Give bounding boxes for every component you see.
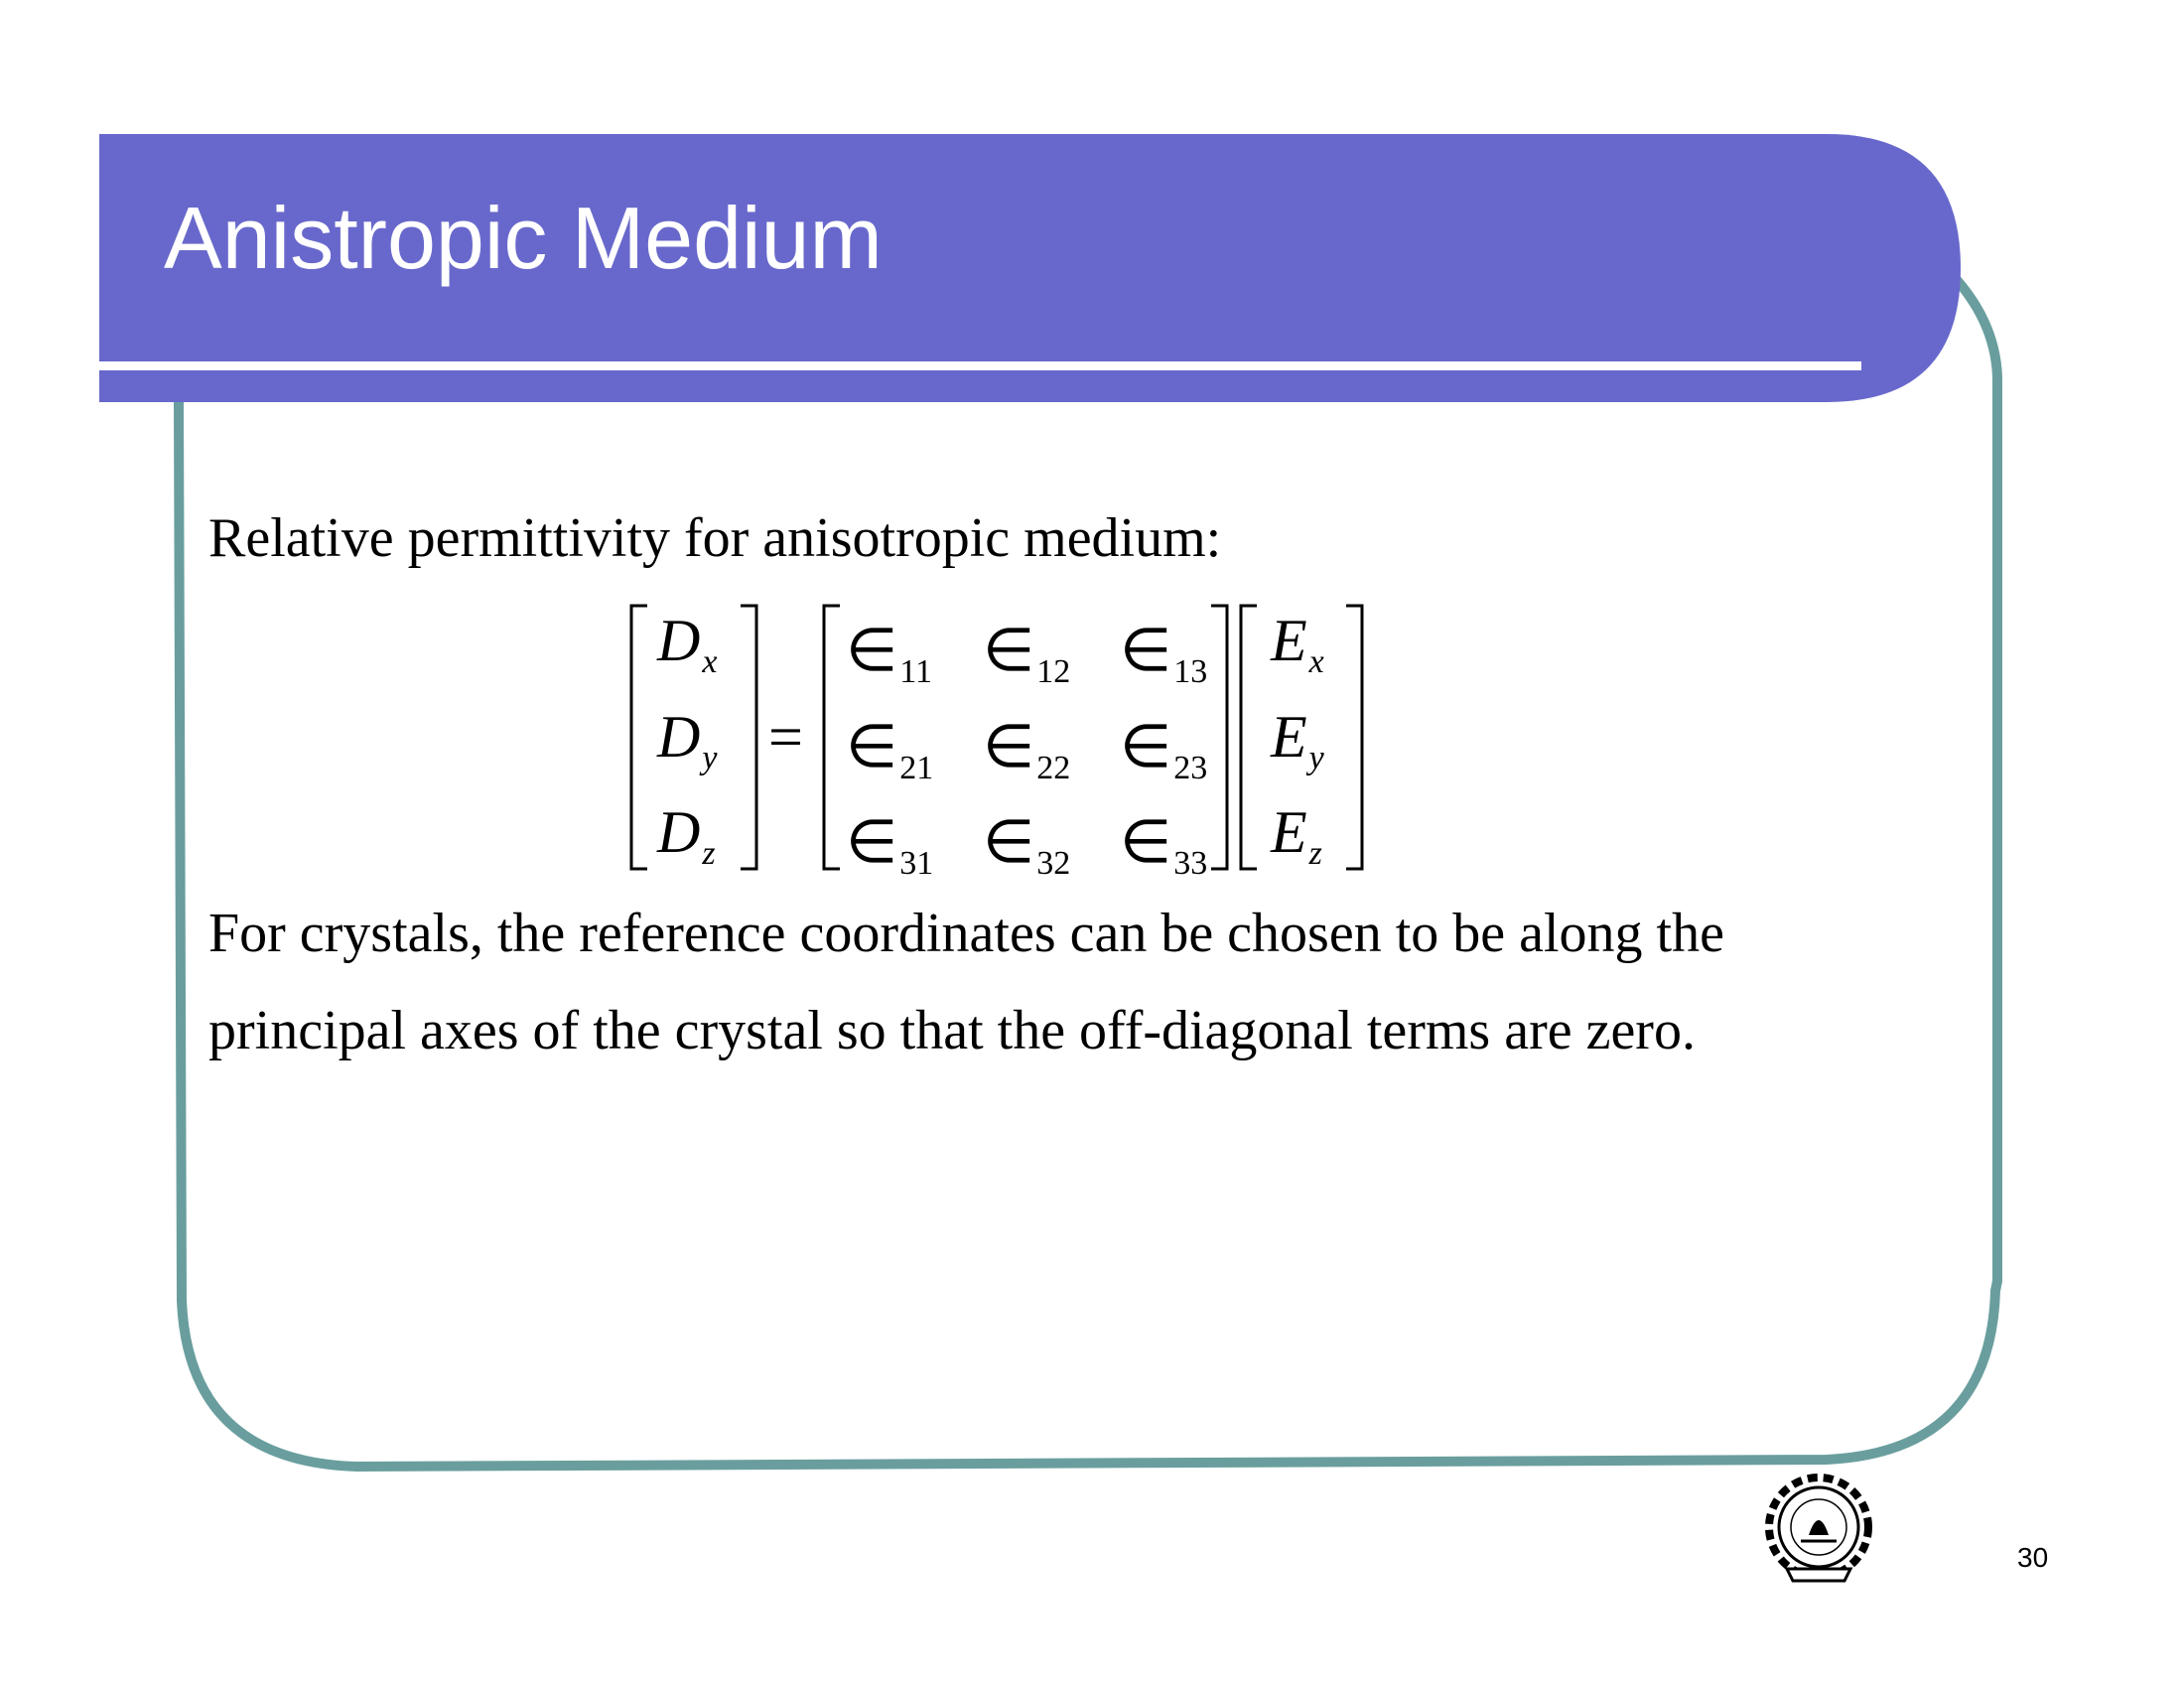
lhs-entry-z: $D_z$ xyxy=(657,799,716,872)
content-border-right-top xyxy=(1946,268,1997,1281)
slide-title: Anistropic Medium xyxy=(164,189,883,287)
matrix-entry-12: $\in_{12}$ xyxy=(983,618,1071,690)
rhs-entry-y: $E_y$ xyxy=(1271,704,1324,776)
rhs-right-bracket xyxy=(1346,606,1362,869)
eps-left-bracket xyxy=(824,606,840,869)
explanation-line-2: principal axes of the crystal so that the off-diagonal terms are zero. xyxy=(208,1000,1696,1061)
header-rule xyxy=(99,361,1861,370)
lhs-left-bracket xyxy=(631,606,647,869)
matrix-entry-22: $\in_{22}$ xyxy=(983,714,1071,786)
rhs-left-bracket xyxy=(1241,606,1257,869)
explanation-line-1: For crystals, the reference coordinates can be chosen to be along the xyxy=(208,903,1724,964)
eps-right-bracket xyxy=(1211,606,1227,869)
content-border-bottom xyxy=(357,1291,1995,1467)
lhs-entry-x: $D_x$ xyxy=(657,608,718,680)
matrix-entry-32: $\in_{32}$ xyxy=(983,809,1071,882)
page-number: 30 xyxy=(2017,1542,2049,1573)
matrix-entry-11: $\in_{11}$ xyxy=(846,618,933,690)
matrix-entry-23: $\in_{23}$ xyxy=(1120,714,1208,786)
rhs-entry-z: $E_z$ xyxy=(1271,799,1322,872)
equals-sign: = xyxy=(768,704,803,772)
intro-line: Relative permittivity for anisotropic medium: xyxy=(208,507,1222,569)
matrix-entry-33: $\in_{33}$ xyxy=(1120,809,1208,882)
lhs-entry-y: $D_y$ xyxy=(657,704,718,776)
matrix-entry-13: $\in_{13}$ xyxy=(1120,618,1208,690)
rhs-entry-x: $E_x$ xyxy=(1271,608,1324,680)
lhs-right-bracket xyxy=(741,606,756,869)
matrix-entry-21: $\in_{21}$ xyxy=(846,714,934,786)
matrix-entry-31: $\in_{31}$ xyxy=(846,809,934,882)
institute-seal-icon xyxy=(1769,1477,1868,1581)
